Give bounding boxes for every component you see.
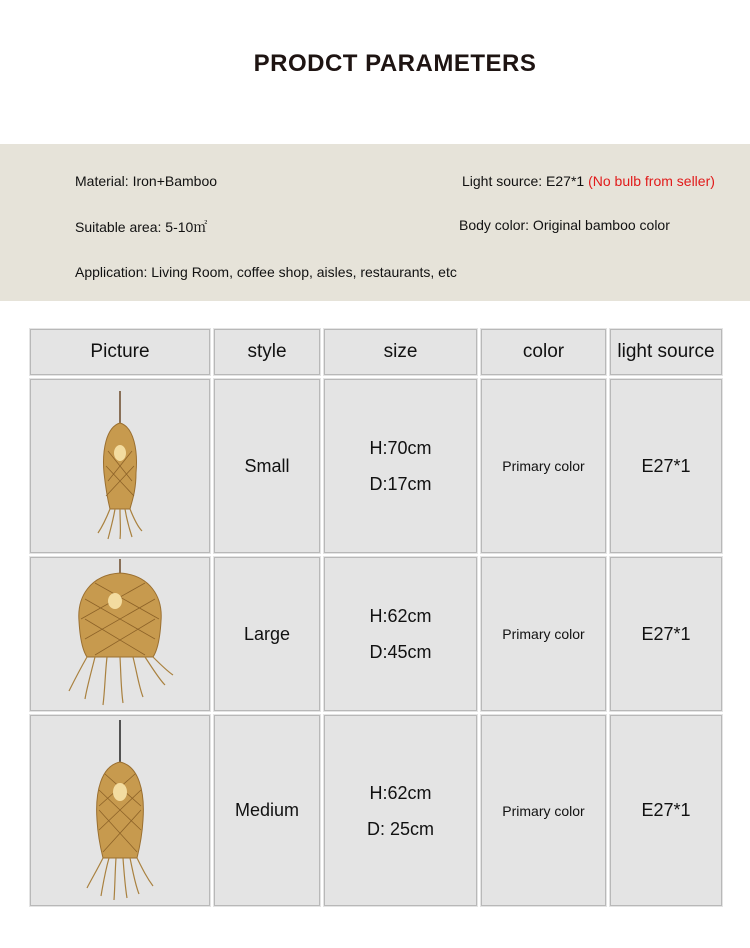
- header-picture: Picture: [28, 327, 212, 377]
- table-row: [28, 555, 724, 713]
- diameter-value: D: 25cm: [366, 818, 435, 839]
- application-text: Application: Living Room, coffee shop, aisles, restaurants, etc: [75, 264, 457, 280]
- header-light-source: light source: [608, 327, 724, 377]
- size-cell: [322, 377, 479, 555]
- light-source-text: [462, 173, 715, 189]
- table-row: [28, 713, 724, 908]
- color-cell: Primary color: [479, 377, 608, 555]
- light-source-cell: E27*1: [608, 713, 724, 908]
- body-color-text: Body color: Original bamboo color: [459, 217, 670, 233]
- small-bamboo-pendant-lamp-icon: [80, 391, 160, 541]
- header-style: style: [212, 327, 322, 377]
- parameters-table: [27, 326, 725, 909]
- parameters-band: [0, 144, 750, 301]
- large-bamboo-pendant-lamp-icon: [65, 559, 175, 709]
- light-source-cell: E27*1: [608, 555, 724, 713]
- style-cell: Medium: [212, 713, 322, 908]
- medium-bamboo-pendant-lamp-icon: [75, 720, 165, 902]
- size-cell: [322, 555, 479, 713]
- table-header-row: [28, 327, 724, 377]
- material-text: Material: Iron+Bamboo: [75, 173, 218, 189]
- height-value: H:62cm: [369, 782, 432, 803]
- header-size: size: [322, 327, 479, 377]
- picture-cell: [28, 377, 212, 555]
- color-cell: Primary color: [479, 713, 608, 908]
- table-row: [28, 377, 724, 555]
- page-title: PRODCT PARAMETERS: [253, 50, 537, 77]
- color-cell: Primary color: [479, 555, 608, 713]
- style-cell: Large: [212, 555, 322, 713]
- diameter-value: D:45cm: [369, 642, 432, 662]
- picture-cell: [28, 555, 212, 713]
- height-value: H:70cm: [369, 438, 432, 458]
- picture-cell: [28, 713, 212, 908]
- light-source-label: Light source: E27*1: [462, 173, 585, 189]
- style-cell: Small: [212, 377, 322, 555]
- height-value: H:62cm: [369, 606, 432, 626]
- suitable-area-text: Suitable area: 5-10㎡: [75, 219, 208, 235]
- diameter-value: D:17cm: [369, 474, 432, 494]
- size-cell: [322, 713, 479, 908]
- no-bulb-note: (No bulb from seller): [588, 173, 715, 189]
- header-color: color: [479, 327, 608, 377]
- light-source-cell: E27*1: [608, 377, 724, 555]
